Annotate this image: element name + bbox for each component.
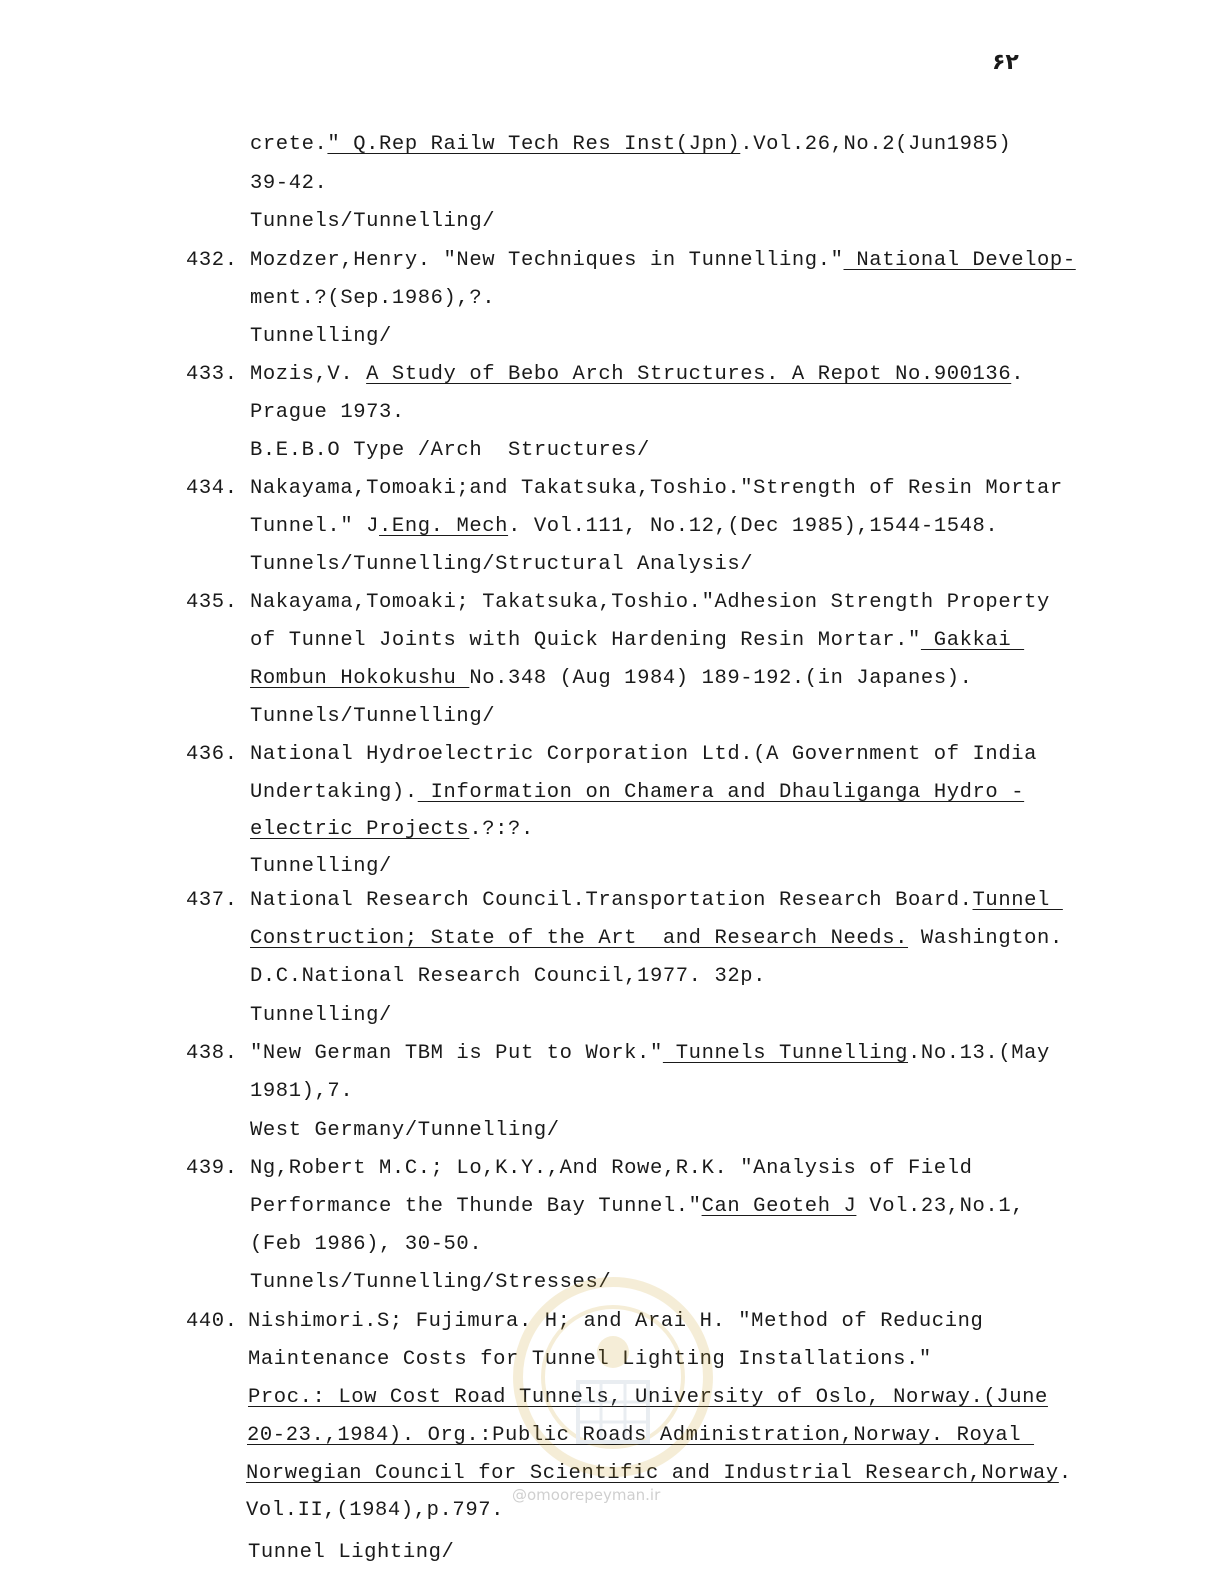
text-segment: Vol.II,(1984),p.797. <box>246 1499 505 1522</box>
entry-line <box>248 1541 454 1564</box>
underlined-segment: Proc.: Low Cost Road Tunnels, University of Oslo, Norway.(June <box>248 1386 1048 1409</box>
text-segment: Mozdzer,Henry. "New Techniques in Tunnelling." <box>250 249 844 272</box>
entry-line <box>250 210 495 233</box>
entry-number: 439. <box>186 1157 238 1180</box>
underlined-segment: " Q.Rep Railw Tech Res Inst(Jpn) <box>327 133 741 156</box>
text-segment: Performance the Thunde Bay Tunnel." <box>250 1195 702 1218</box>
text-segment: Prague 1973. <box>250 401 405 424</box>
text-segment: Nakayama,Tomoaki;and Takatsuka,Toshio."Strength of Resin Mortar <box>250 477 1063 500</box>
entry-line <box>250 818 534 841</box>
underlined-segment: Construction; State of the Art and Research Needs. <box>250 927 909 950</box>
text-segment: ment.?(Sep.1986),?. <box>250 287 496 310</box>
text-segment: Tunnels/Tunnelling/Structural Analysis/ <box>250 553 754 576</box>
text-segment: 39-42. <box>250 172 328 195</box>
text-segment: Nishimori.S; Fujimura. H; and Arai H. "Method of Reducing <box>248 1310 984 1333</box>
entry-line <box>250 249 1076 272</box>
text-segment: "New German TBM is Put to Work." <box>250 1042 663 1065</box>
text-segment: Tunnels/Tunnelling/Stresses/ <box>250 1271 612 1294</box>
text-segment: Tunnels/Tunnelling/ <box>250 705 496 728</box>
page-number: ۶۲ <box>992 50 1019 75</box>
text-segment: D.C.National Research Council,1977. 32p. <box>250 965 767 988</box>
text-segment: Tunnelling/ <box>250 325 392 348</box>
text-segment: (Feb 1986), 30-50. <box>250 1233 483 1256</box>
entry-number: 433. <box>186 363 238 386</box>
entry-line <box>250 553 753 576</box>
text-segment: Tunnel." J <box>250 515 380 538</box>
entry-line <box>250 591 1050 614</box>
entry-line <box>250 889 1063 912</box>
underlined-segment: Tunnels Tunnelling <box>662 1042 909 1065</box>
text-segment: . <box>1011 363 1025 386</box>
text-segment: .No.13.(May <box>908 1042 1050 1065</box>
underlined-segment: Tunnel <box>972 889 1063 912</box>
entry-line <box>246 1462 1072 1485</box>
entry-line <box>250 172 327 195</box>
entry-number: 434. <box>186 477 238 500</box>
entry-line <box>250 743 1037 766</box>
entry-line <box>250 363 1024 386</box>
entry-line <box>250 401 405 424</box>
entry-line <box>250 1271 611 1294</box>
entry-number: 437. <box>186 889 238 912</box>
entry-line <box>250 133 1011 156</box>
entry-line <box>248 1386 1048 1409</box>
text-segment: Tunnels/Tunnelling/ <box>250 210 496 233</box>
underlined-segment: Norwegian Council for Scientific and Industrial Research,Norway <box>246 1462 1059 1485</box>
text-segment: 1981),7. <box>250 1080 354 1103</box>
entry-line <box>250 1004 392 1027</box>
entry-line <box>250 439 650 462</box>
text-segment: National Research Council.Transportation Research Board. <box>250 889 973 912</box>
text-segment: .?:?. <box>469 818 534 841</box>
entry-line <box>250 1119 560 1142</box>
text-segment: . <box>1058 1462 1072 1485</box>
underlined-segment: National Develop- <box>843 249 1076 272</box>
text-segment: .Vol.26,No.2(Jun1985) <box>740 133 1012 156</box>
entry-line <box>250 477 1063 500</box>
entry-line <box>250 1233 482 1256</box>
entry-line <box>250 1195 1024 1218</box>
watermark-text: @omoorepeyman.ir <box>512 1486 661 1504</box>
underlined-segment: Rombun Hokokushu <box>250 667 470 690</box>
text-segment: Nakayama,Tomoaki; Takatsuka,Toshio."Adhesion Strength Property <box>250 591 1050 614</box>
text-segment: Undertaking). <box>250 781 418 804</box>
entry-number: 436. <box>186 743 238 766</box>
entry-line <box>250 705 495 728</box>
entry-line <box>247 1424 1034 1447</box>
text-segment: Mozis,V. <box>250 363 367 386</box>
entry-line <box>250 515 998 538</box>
text-segment: No.348 (Aug 1984) 189-192.(in Japanes). <box>469 667 973 690</box>
text-segment: Washington. <box>908 927 1063 950</box>
entry-number: 435. <box>186 591 238 614</box>
entry-number: 432. <box>186 249 238 272</box>
text-segment: Ng,Robert M.C.; Lo,K.Y.,And Rowe,R.K. "Analysis of Field <box>250 1157 973 1180</box>
underlined-segment: A Study of Bebo Arch Structures. A Repot No.900136 <box>366 363 1012 386</box>
underlined-segment: Gakkai <box>920 629 1025 652</box>
entry-line <box>250 781 1024 804</box>
entry-line <box>250 1157 973 1180</box>
entry-line <box>250 855 392 878</box>
entry-line <box>248 1310 983 1333</box>
underlined-segment: .Eng. Mech <box>379 515 509 538</box>
text-segment: Vol.23,No.1, <box>856 1195 1025 1218</box>
text-segment: . Vol.111, No.12,(Dec 1985),1544-1548. <box>508 515 999 538</box>
entry-line <box>250 1042 1050 1065</box>
underlined-segment: electric Projects <box>250 818 470 841</box>
entry-line <box>246 1499 504 1522</box>
entry-line <box>250 325 392 348</box>
entry-line <box>250 965 766 988</box>
text-segment: of Tunnel Joints with Quick Hardening Resin Mortar." <box>250 629 921 652</box>
entry-line <box>250 629 1024 652</box>
entry-number: 440. <box>186 1310 238 1333</box>
text-segment: Maintenance Costs for Tunnel Lighting Installations." <box>248 1348 932 1371</box>
entry-line <box>250 667 973 690</box>
text-segment: crete. <box>250 133 328 156</box>
entry-line <box>248 1348 932 1371</box>
underlined-segment: 20-23.,1984). Org.:Public Roads Administration,Norway. Royal <box>247 1424 1035 1447</box>
entry-line <box>250 927 1063 950</box>
text-segment: Tunnel Lighting/ <box>248 1541 455 1564</box>
entry-line <box>250 287 495 310</box>
text-segment: Tunnelling/ <box>250 855 392 878</box>
underlined-segment: Information on Chamera and Dhauliganga Hydro - <box>417 781 1025 804</box>
entry-number: 438. <box>186 1042 238 1065</box>
underlined-segment: Can Geoteh J <box>701 1195 857 1218</box>
text-segment: Tunnelling/ <box>250 1004 392 1027</box>
text-segment: National Hydroelectric Corporation Ltd.(A Government of India <box>250 743 1038 766</box>
entry-line <box>250 1080 353 1103</box>
text-segment: B.E.B.O Type /Arch Structures/ <box>250 439 650 462</box>
text-segment: West Germany/Tunnelling/ <box>250 1119 560 1142</box>
watermark-logo-icon <box>508 1262 718 1492</box>
